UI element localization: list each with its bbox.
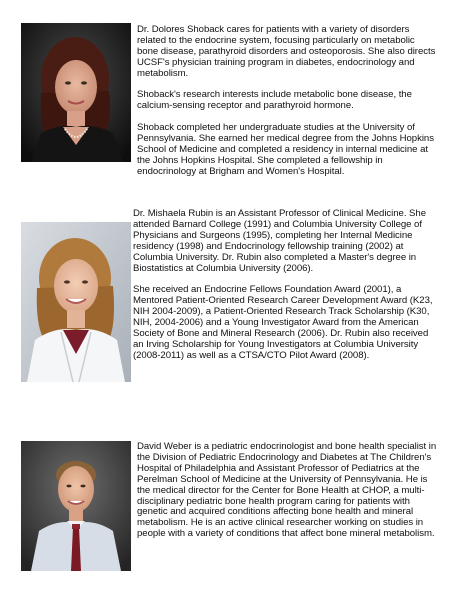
bio-text-3 [137, 442, 437, 540]
bio-3-paragraph-1: David Weber is a pediatric endocrinologist and bone health specialist in the Division of Pediatric Endocrinology and Diabetes at The Children's Hospital of Philadelphia and Assistant Professor of Pediatrics at the Perelman School of Medicine at the University of Pennsylvania. He is the medical director for the Center for Bone Health at CHOP, a multi-disciplinary pediatric bone health program caring for patients with genetic and acquired conditions affecting bone health and mineral metabolism. He is an active clinical researcher working on studies in people with a variety of conditions that affect bone mineral metabolism. [137, 441, 437, 540]
portrait-3-svg [21, 441, 131, 571]
bio-1-paragraph-3: Shoback completed her undergraduate studies at the University of Pennsylvania. She earned her medical degree from the Johns Hopkins School of Medicine and completed a residency in internal medicine at the Johns Hopkins Hospital. She completed a fellowship in endocrinology at Brigham and Women's Hospital. [137, 122, 434, 177]
portrait-2-svg [21, 222, 131, 382]
bio-2-paragraph-2: She received an Endocrine Fellows Foundation Award (2001), a Mentored Patient-Oriented Research Career Development Award (K23, NIH 2004-2009), a Patient-Oriented Research Track Scholarship (K30, NIH, 2004-2006) and a Young Investigator Award from the American Society of Bone and Mineral Research (2006). Dr. Rubin also received an Irving Scholarship for Young Investigators at Columbia University (2008-2011) as well as a CTSA/CTO Pilot Award (2008). [133, 284, 433, 361]
bio-2-paragraph-1: Dr. Mishaela Rubin is an Assistant Professor of Clinical Medicine. She attended Barnard College (1991) and Columbia University College of Physicians and Surgeons (1995), completing her Internal Medicine residency (1998) and Endocrinology fellowship training (2002) at Columbia University. Dr. Rubin also completed a Master's degree in Biostatistics at Columbia University (2006). [133, 208, 426, 274]
portrait-1-svg [21, 23, 131, 162]
portrait-photo-1 [21, 23, 131, 162]
bio-1-paragraph-2: Shoback's research interests include metabolic bone disease, the calcium-sensing receptor and parathyroid hormone. [137, 89, 412, 112]
bio-1-paragraph-1: Dr. Dolores Shoback cares for patients with a variety of disorders related to the endocrine system, focusing particularly on metabolic bone disease, parathyroid disorders and osteoporosis. She also directs UCSF's physician training program in diabetes, endocrinology and metabolism. [137, 24, 436, 79]
portrait-photo-3 [21, 441, 131, 571]
portrait-photo-2 [21, 222, 131, 382]
bio-text-2 [133, 209, 438, 362]
bio-text-1 [137, 25, 437, 178]
